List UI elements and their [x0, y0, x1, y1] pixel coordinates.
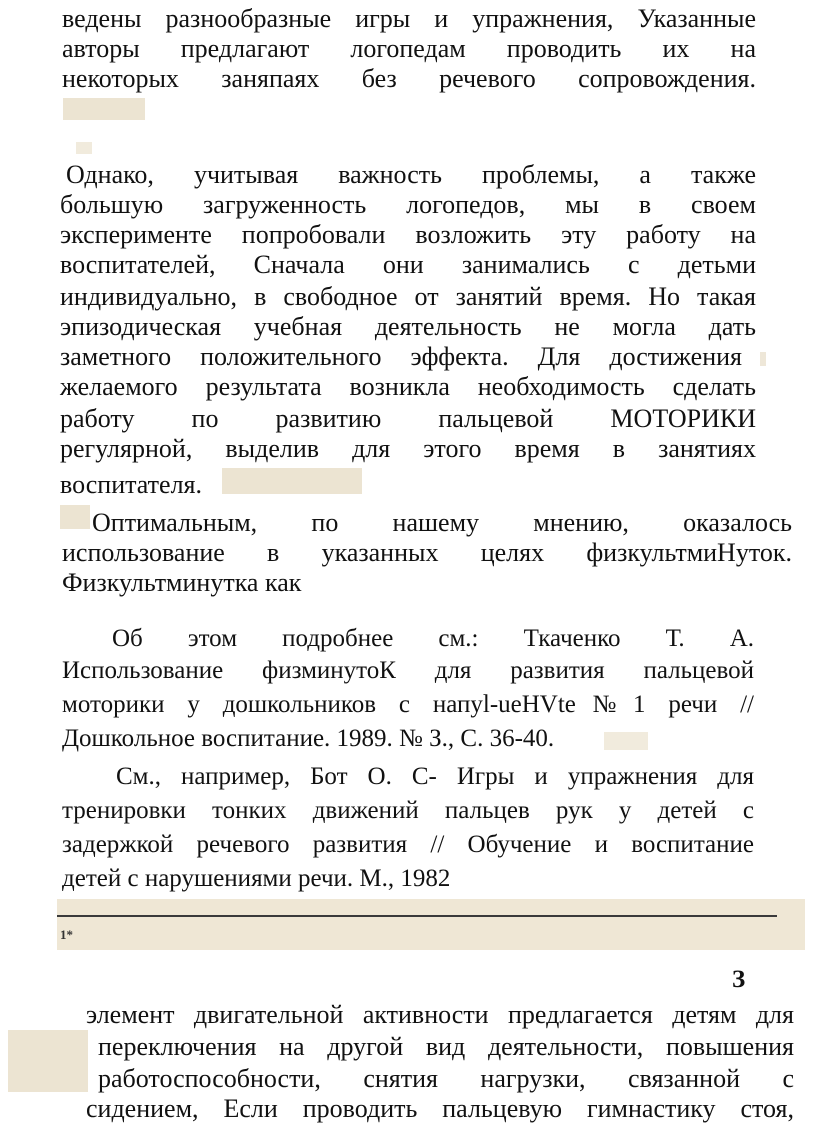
scan-artifact	[76, 142, 92, 154]
text-line: некоторых заняпаях без речевого сопровождения.	[62, 64, 756, 93]
text-line: эпизодическая учебная деятельность не могла дать	[60, 312, 756, 341]
text-line: индивидуально, в свободное от занятий время. Но такая	[60, 282, 756, 311]
text-line: элемент двигательной активности предлагается детям для	[86, 1000, 794, 1029]
text-line: воспитателя.	[60, 470, 202, 499]
footnote-line: задержкой речевого развития // Обучение и воспитание	[62, 831, 754, 858]
page-number: З	[732, 966, 746, 993]
footnote-line: Использование физминутоК для развития пальцевой	[62, 657, 754, 684]
footnote-line: моторики у дошкольников с напуl-ueHVte№1 речи //	[62, 691, 754, 718]
footnote-line: детей с нарушениями речи. М., 1982	[62, 865, 451, 892]
separator-rule	[57, 915, 777, 917]
text-line: авторы предлагают логопедам проводить их на	[62, 34, 756, 63]
text-line: желаемого результата возникла необходимость сделать	[60, 372, 756, 401]
text-line: Оптимальным, по нашему мнению, оказалось	[92, 508, 792, 537]
text-line: заметного положительного эффекта. Для достижения	[60, 342, 742, 371]
text-line: ведены разнообразные игры и упражнения, Указанные	[62, 4, 756, 33]
footnote-line: Дошкольное воспитание. 1989. № З., С. 36-40.	[62, 725, 555, 752]
footnote-line: Об этом подробнее см.: Ткаченко Т. А.	[112, 625, 754, 652]
scan-artifact	[222, 468, 362, 494]
scan-artifact	[8, 1030, 88, 1092]
footnote-mark: 1*	[60, 927, 73, 942]
text-line: Однако, учитывая важность проблемы, а также	[66, 160, 756, 189]
text-line: переключения на другой вид деятельности, повышения	[98, 1032, 794, 1061]
text-line: работоспособности, снятия нагрузки, связанной с	[98, 1064, 794, 1093]
footnote-line: тренировки тонких движений пальцев рук у детей с	[62, 797, 754, 824]
text-line: использование в указанных целях физкультмиНуток.	[62, 538, 792, 567]
footnote-line: См., например, Бот О. С- Игры и упражнения для	[116, 763, 754, 790]
footnote-separator	[57, 899, 805, 950]
text-line: Физкультминутка как	[62, 568, 302, 597]
scan-artifact	[60, 505, 90, 529]
text-line: регулярной, выделив для этого время в занятиях	[60, 434, 756, 463]
scan-artifact	[63, 98, 145, 120]
scan-artifact	[760, 352, 766, 366]
text-line: воспитателей, Сначала они занимались с детьми	[60, 250, 756, 279]
text-line: работу по развитию пальцевой МОТОРИКИ	[60, 404, 756, 433]
text-line: сидением, Если проводить пальцевую гимнастику стоя,	[86, 1094, 794, 1123]
text-line: эксперименте попробовали возложить эту работу на	[60, 220, 756, 249]
text-line: большую загруженность логопедов, мы в своем	[60, 190, 756, 219]
